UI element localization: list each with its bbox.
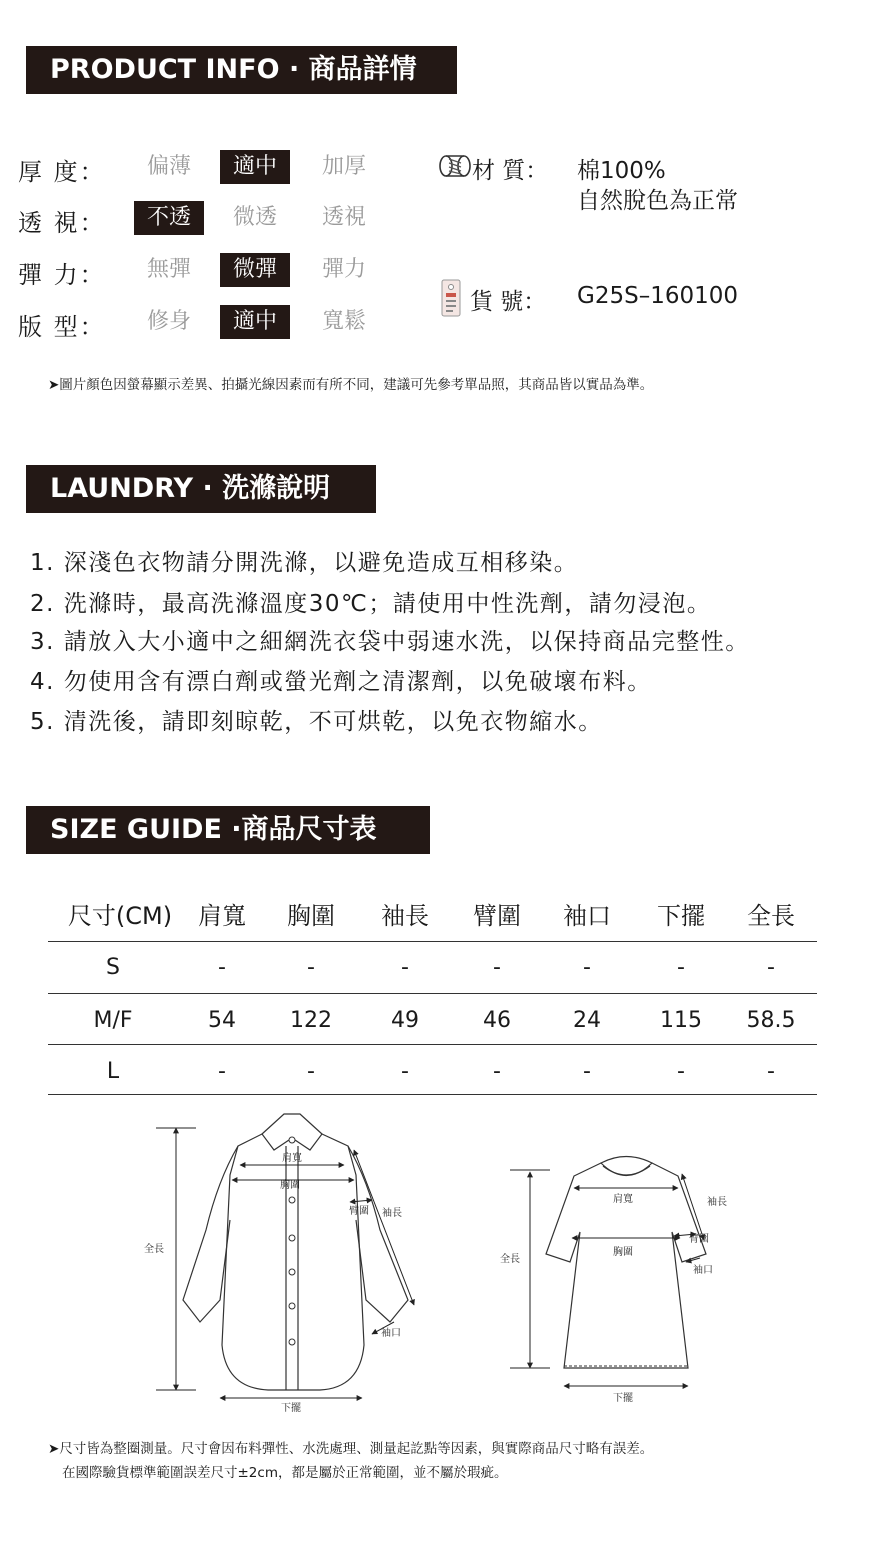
- diagram-label-hem: 下擺: [613, 1393, 633, 1404]
- laundry-banner: LAUNDRY · 洗滌說明: [26, 465, 376, 513]
- attribute-option-selected: 不透: [134, 201, 204, 235]
- diagram-label-shoulder: 肩寬: [613, 1194, 633, 1205]
- attribute-option: 透視: [321, 205, 366, 230]
- measure-cell: -: [218, 1059, 226, 1084]
- measure-cell: 122: [290, 1008, 332, 1033]
- item-no-label: 貨 號：: [470, 289, 547, 315]
- diagram-label-length: 全長: [500, 1254, 520, 1265]
- header-arm: 臂圍: [473, 902, 521, 930]
- diagram-label-arm: 臂圍: [349, 1206, 369, 1217]
- attribute-option: 偏薄: [146, 154, 191, 179]
- measure-cell: 115: [660, 1008, 702, 1033]
- attribute-option: 修身: [146, 309, 191, 334]
- attribute-label: 厚 度：: [18, 158, 106, 186]
- diagram-label-shoulder: 肩寬: [282, 1153, 302, 1164]
- measure-cell: -: [307, 1059, 315, 1084]
- diagram-label-sleeve: 袖長: [382, 1208, 402, 1219]
- attribute-label: 版 型：: [18, 313, 106, 341]
- header-shoulder: 肩寬: [198, 902, 246, 930]
- measure-cell: 49: [391, 1008, 419, 1033]
- material-label: 材 質：: [472, 158, 549, 184]
- table-divider: [48, 993, 817, 994]
- diagram-label-length: 全長: [144, 1244, 164, 1255]
- tshirt-diagram: [495, 1150, 745, 1410]
- measure-cell: 46: [483, 1008, 511, 1033]
- measure-cell: -: [767, 1059, 775, 1084]
- diagram-label-cuff: 袖口: [381, 1328, 401, 1339]
- tag-icon: [440, 278, 462, 318]
- diagram-label-cuff: 袖口: [693, 1265, 713, 1276]
- attribute-option-selected: 適中: [220, 150, 290, 184]
- diagram-label-sleeve: 袖長: [707, 1197, 727, 1208]
- size-disclaimer-line2: 在國際驗貨標準範圍誤差尺寸±2cm，都是屬於正常範圍，並不屬於瑕疵。: [62, 1465, 508, 1481]
- attribute-option: 寬鬆: [321, 309, 366, 334]
- table-divider: [48, 941, 817, 942]
- diagram-label-chest: 胸圍: [613, 1247, 633, 1258]
- color-disclaimer: ➤圖片顏色因螢幕顯示差異、拍攝光線因素而有所不同，建議可先參考單品照，其商品皆以實品為準。: [48, 377, 654, 393]
- diagram-label-chest: 胸圍: [280, 1180, 300, 1191]
- thread-spool-icon: [437, 152, 473, 180]
- material-note: 自然脫色為正常: [577, 188, 738, 214]
- product-info-banner: PRODUCT INFO · 商品詳情: [26, 46, 457, 94]
- header-sleeve: 袖長: [381, 902, 429, 930]
- header-chest: 胸圍: [287, 902, 335, 930]
- measure-cell: -: [401, 955, 409, 980]
- header-cuff: 袖口: [563, 902, 611, 930]
- header-length: 全長: [747, 902, 795, 930]
- attribute-label: 透 視：: [18, 209, 106, 237]
- header-hem: 下擺: [657, 902, 705, 930]
- diagram-label-arm: 臂圍: [689, 1234, 709, 1245]
- attribute-option: 加厚: [321, 154, 366, 179]
- measure-cell: -: [583, 1059, 591, 1084]
- measure-cell: -: [583, 955, 591, 980]
- attribute-label: 彈 力：: [18, 261, 106, 289]
- shirt-diagram: [140, 1110, 440, 1420]
- laundry-item: 5. 清洗後，請即刻晾乾，不可烘乾，以免衣物縮水。: [30, 709, 603, 735]
- measure-cell: -: [767, 955, 775, 980]
- diagram-label-hem: 下擺: [281, 1403, 301, 1414]
- attribute-option: 無彈: [146, 257, 191, 282]
- size-cell: M/F: [93, 1008, 133, 1033]
- laundry-item: 3. 請放入大小適中之細網洗衣袋中弱速水洗，以保持商品完整性。: [30, 629, 750, 655]
- attribute-option: 彈力: [321, 257, 366, 282]
- table-divider: [48, 1044, 817, 1045]
- size-cell: L: [106, 1059, 120, 1084]
- measure-cell: -: [493, 1059, 501, 1084]
- attribute-option: 微透: [232, 205, 277, 230]
- size-disclaimer-line1: ➤尺寸皆為整圈測量。尺寸會因布料彈性、水洗處理、測量起訖點等因素，與實際商品尺寸略有誤差。: [48, 1441, 654, 1457]
- measure-cell: -: [218, 955, 226, 980]
- measure-cell: -: [677, 1059, 685, 1084]
- measure-cell: 58.5: [746, 1008, 796, 1033]
- measure-cell: -: [677, 955, 685, 980]
- measure-cell: 24: [573, 1008, 601, 1033]
- attribute-option-selected: 微彈: [220, 253, 290, 287]
- material-value: 棉100%: [577, 158, 666, 184]
- measure-cell: 54: [208, 1008, 236, 1033]
- measure-cell: -: [401, 1059, 409, 1084]
- size-guide-banner: SIZE GUIDE ·商品尺寸表: [26, 806, 430, 854]
- item-no-value: G25S–160100: [577, 283, 738, 309]
- table-divider: [48, 1094, 817, 1095]
- measure-cell: -: [493, 955, 501, 980]
- attribute-option-selected: 適中: [220, 305, 290, 339]
- header-size: 尺寸(CM): [67, 902, 173, 930]
- laundry-item: 2. 洗滌時，最高洗滌溫度30℃；請使用中性洗劑，請勿浸泡。: [30, 591, 712, 617]
- laundry-item: 1. 深淺色衣物請分開洗滌，以避免造成互相移染。: [30, 550, 579, 576]
- size-cell: S: [106, 955, 120, 980]
- measure-cell: -: [307, 955, 315, 980]
- laundry-item: 4. 勿使用含有漂白劑或螢光劑之清潔劑，以免破壞布料。: [30, 669, 652, 695]
